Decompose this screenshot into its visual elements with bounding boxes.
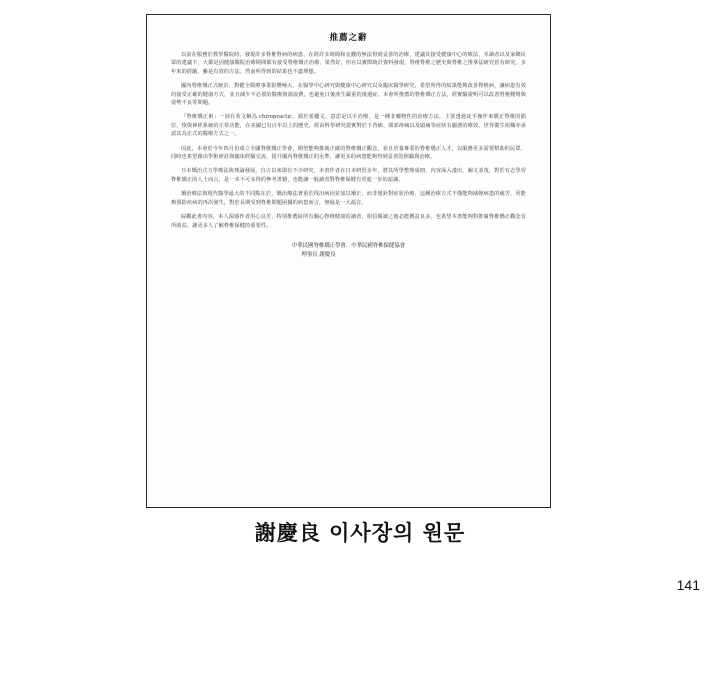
figure-caption: 謝慶良 이사장의 원문	[254, 521, 466, 545]
document-title: 推薦之辭	[329, 33, 368, 43]
page-number: 141	[676, 577, 700, 593]
signature-role: 理事長	[301, 251, 318, 258]
document-paragraph: 綜觀此書內容，本人深感作者用心良苦，特別推薦給所有關心脊椎健康的讀者，相信閱讀之後必能獲益良多，也希望本書能夠對推廣脊椎矯正觀念有所助益，讓更多人了解脊椎保健的重要性。	[171, 214, 526, 229]
document-paragraph: 「脊椎矯正術」一詞在英文稱為 chiropractic，源於希臘文，意思是以手治療，是一種非藥物性的治療方法，主要透過徒手操作來矯正脊椎的錯位，恢復神經系統的正常功能，在美國已有百年以上的歷史，經由科學研究證實對於下背痛、頸部疼痛以及頭痛等症狀有顯著的療效，世界衛生組織亦承認其為正式的醫療方式之一。	[171, 114, 526, 138]
document-paragraph: 日本矯治式力學療法與理論發展，自古以來即有不少研究，本書作者在日本研習多年，將其所學整理成冊，內容深入淺出，圖文並茂，對於有志學習脊椎矯正的人士而言，是一本不可多得的參考書籍，也能讓一般讀者對脊椎保健有更進一步的認識。	[171, 168, 526, 183]
document-paragraph: 以前在服務於教學醫院時，發現許多脊椎脊病的病患，在經許多時間和金錢的無法得到妥善的治療，建議其接受健康中心的療法，本讀者以及家鄉民眾的建議下，大都是因健康醫院治療期間都有接受脊椎矯正治療，果然好，但在以實際統計資料發現，脊椎脊椎之歷史與脊椎之推拿法研究甚有研究，多年來的經驗，雖是有效的方法，然而所得到的結果也不盡理想。	[171, 52, 526, 75]
scanned-document	[146, 14, 551, 508]
document-paragraph: 因此，本會於今年四月份成立全國脊椎矯正學會，期望能夠推廣正確的脊椎矯正觀念，並且培養專業的脊椎矯正人才，以服務更多需要幫助的民眾，同時也希望藉由學術研討與臨床經驗交流，提升國內脊椎矯正的水準，讓更多的病患能夠得到妥善的照顧與治療。	[171, 145, 526, 161]
signature-line	[301, 251, 335, 260]
document-paragraph: 矯治療法與現代醫學最大的不同點在於，矯治療法著重於找出病因並加以矯正，而非僅針對症狀治療，這種治療方式不僅能夠減輕病患的痛苦，更能夠預防疾病的再次發生，對於長期受到脊椎問題困擾的病患而言，無疑是一大福音。	[171, 191, 526, 206]
document-signature	[171, 242, 526, 260]
document-paragraph: 國內脊椎矯正式統計，對健全醫療事業影響極大，在醫學中心研究與健康中心研究以及臨床醫學研究，希望所得的結果能夠改善脊椎病，讓病患有效的接受正確的健康方式，並且減少不必要的醫療資源浪費，也避免日後產生嚴重的後遺症，本會所推薦的脊椎矯正方法，經實驗證明可以改善脊椎側彎與姿勢不良等問題。	[171, 83, 526, 107]
signature-organization: 中華民國脊椎矯正學會．中華民國脊椎保健協會	[291, 242, 406, 249]
signature-name: 謝慶良	[319, 251, 336, 258]
